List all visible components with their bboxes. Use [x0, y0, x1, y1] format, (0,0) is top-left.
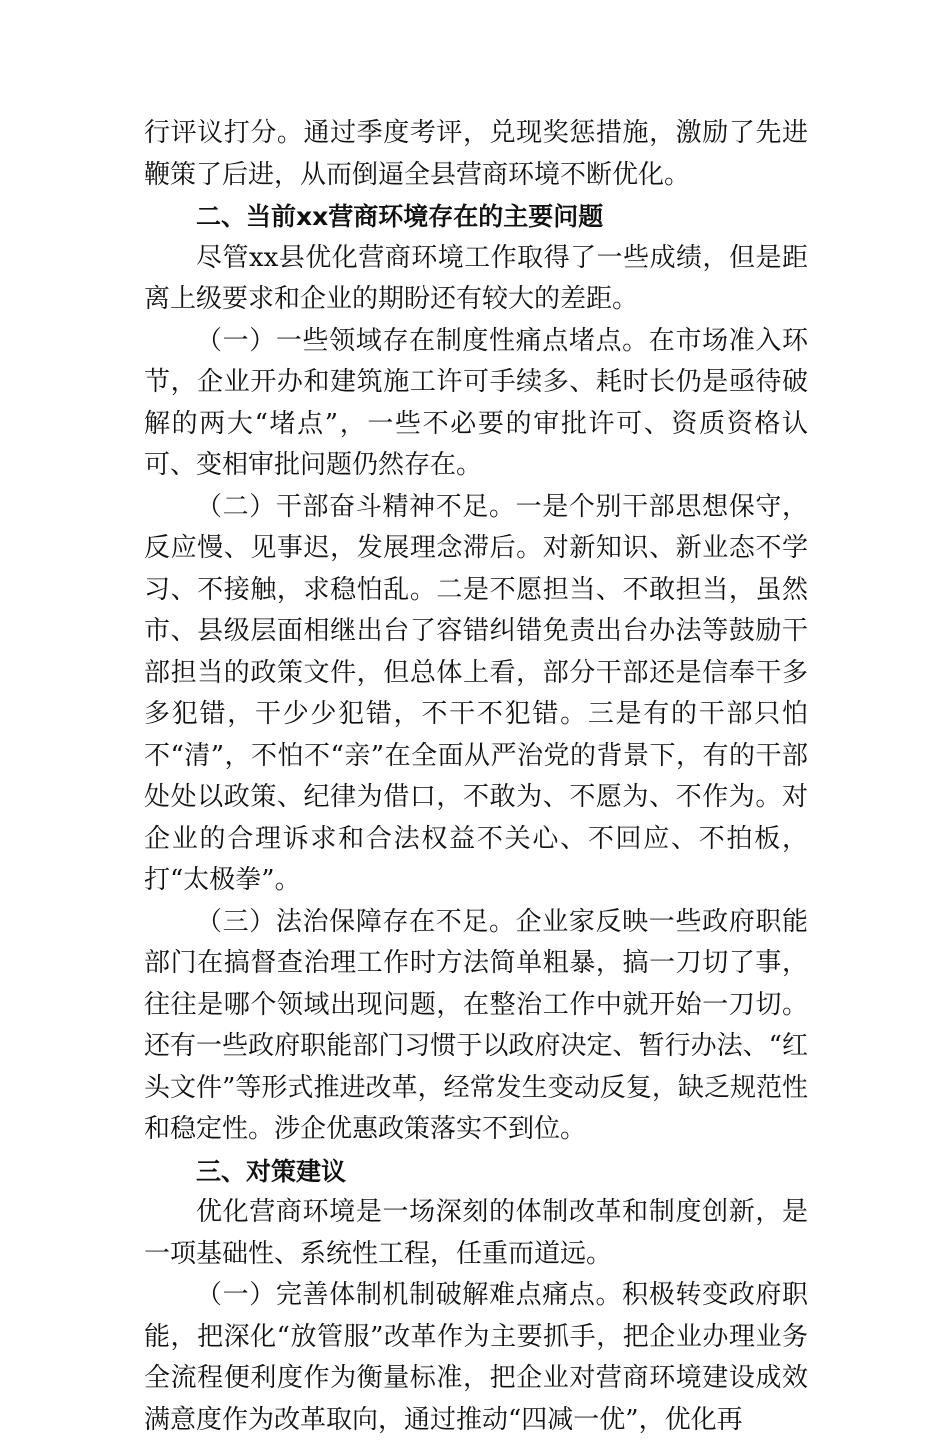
document-body [144, 113, 808, 1441]
paragraph-continuation: 行评议打分。通过季度考评，兑现奖惩措施，激励了先进鞭策了后进，从而倒逼全县营商环境不断优化。 [144, 118, 808, 190]
paragraph-intro-suggestions: 优化营商环境是一场深刻的体制改革和制度创新，是一项基础性、系统性工程，任重而道远。 [144, 1197, 808, 1269]
paragraph-problem-2: （二）干部奋斗精神不足。一是个别干部思想保守，反应慢、见事迟，发展理念滞后。对新知识、新业态不学习、不接触，求稳怕乱。二是不愿担当、不敢担当，虽然市、县级层面相继出台了容错纠错免责出台办法等鼓励干部担当的政策文件，但总体上看，部分干部还是信奉干多多犯错，干少少犯错，不干不犯错。三是有的干部只怕不“清”，不怕不“亲”在全面从严治党的背景下，有的干部处处以政策、纪律为借口，不敢为、不愿为、不作为。对企业的合理诉求和合法权益不关心、不回应、不拍板，打“太极拳”。 [144, 491, 808, 895]
paragraph-suggestion-1: （一）完善体制机制破解难点痛点。积极转变政府职能，把深化“放管服”改革作为主要抓手，把企业办理业务全流程便利度作为衡量标准，把企业对营商环境建设成效满意度作为改革取向，通过推动“四减一优”，优化再 [144, 1280, 808, 1435]
section-heading-problems: 二、当前xx营商环境存在的主要问题 [196, 202, 604, 231]
section-heading-suggestions: 三、对策建议 [196, 1156, 347, 1186]
paragraph-problem-1: （一）一些领域存在制度性痛点堵点。在市场准入环节，企业开办和建筑施工许可手续多、耗时长仍是亟待破解的两大“堵点”，一些不必要的审批许可、资质资格认可、变相审批问题仍然存在。 [144, 325, 808, 480]
paragraph-intro-problems: 尽管xx县优化营商环境工作取得了一些成绩，但是距离上级要求和企业的期盼还有较大的差距。 [144, 242, 808, 314]
paragraph-problem-3: （三）法治保障存在不足。企业家反映一些政府职能部门在搞督查治理工作时方法简单粗暴，搞一刀切了事，往往是哪个领域出现问题，在整治工作中就开始一刀切。还有一些政府职能部门习惯于以政府决定、暂行办法、“红头文件”等形式推进改革，经常发生变动反复，缺乏规范性和稳定性。涉企优惠政策落实不到位。 [144, 906, 808, 1144]
